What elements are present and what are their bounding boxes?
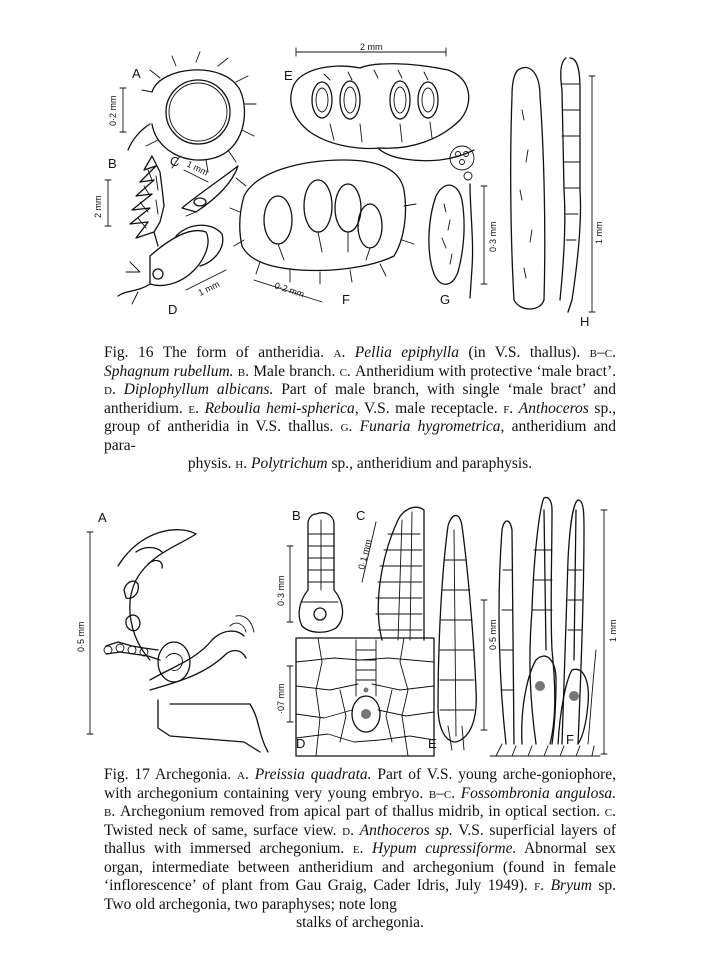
fig16-caption-last-line: physis. h. Polytrichum sp., antheridium and paraphysis. — [187, 455, 533, 472]
fig16-illustration — [0, 0, 720, 340]
fig17-panel-f — [490, 498, 618, 757]
scale-label-a-17: 0·5 mm — [76, 621, 86, 652]
panel-label-d-17: D — [296, 736, 306, 751]
scale-label-f: 0·2 mm — [273, 280, 306, 300]
scale-label-e: 2 mm — [360, 42, 383, 52]
fig17-caption-body: Fig. 17 Archegonia. a. Preissia quadrata. Part of V.S. young arche-goniophore, with archegonium containing very young embryo. b–c. Fossombronia angulosa. b. Archegonium removed from apical part of thallus midrib, in optical section. c. Twisted neck of same, surface view. d. Anthoceros sp. V.S. superficial layers of thallus with immersed archegonium. e. Hypum cupressiforme. Abnormal sex organ, intermediate between antheridium and archegonium (found in female ‘inflorescence’ of plant from Gau Graig, Cader Idris, July 1949). f. Bryum sp. Two old archegonia, two paraphyses; note long — [104, 766, 617, 913]
panel-label-d: D — [168, 302, 178, 317]
fig16-panel-d — [118, 225, 226, 317]
scale-label-g: 0·3 mm — [488, 221, 498, 252]
fig16-caption — [104, 344, 616, 474]
fig17-panel-a — [76, 510, 268, 752]
fig16-panel-b — [93, 156, 164, 246]
panel-label-h: H — [580, 314, 590, 329]
fig16-panel-h — [511, 58, 604, 329]
fig16-panel-a — [108, 52, 256, 172]
fig17-panel-b — [276, 508, 343, 632]
panel-label-f: F — [342, 292, 350, 307]
panel-label-a-17: A — [98, 510, 107, 525]
scale-label-h: 1 mm — [594, 221, 604, 244]
scale-label-b: 2 mm — [93, 195, 103, 218]
scale-label-a: 0·2 mm — [108, 95, 118, 126]
scale-label-d-17: ·07 mm — [276, 683, 286, 714]
fig17-caption-last-line: stalks of archegonia. — [296, 914, 424, 931]
panel-label-b: B — [108, 156, 117, 171]
fig16-panel-g — [429, 146, 498, 307]
scale-label-c-17: 0·1 mm — [356, 538, 374, 571]
panel-label-b-17: B — [292, 508, 301, 523]
fig16-caption-body: Fig. 16 The form of antheridia. a. Pellia epiphylla (in V.S. thallus). b–c. Sphagnum rubellum. b. Male branch. c. Antheridium with protective ‘male bract’. d. Diplophyllum albicans. Part of male branch, with single ‘male bract’ and antheridium. e. Reboulia hemi-spherica, V.S. male receptacle. f. Anthoceros sp., group of antheridia in V.S. thallus. g. Funaria hygrometrica, antheridium and para- — [104, 344, 617, 454]
panel-label-c: C — [170, 154, 180, 169]
fig16-panel-e — [284, 42, 474, 161]
scale-label-c: 1 mm — [185, 158, 210, 178]
scale-label-e-17: 0·5 mm — [488, 619, 498, 650]
fig17-panel-d — [276, 638, 434, 756]
scale-label-d: 1 mm — [196, 278, 222, 298]
panel-label-g: G — [440, 292, 451, 307]
panel-label-c-17: C — [356, 508, 366, 523]
scale-label-b-17: 0·3 mm — [276, 575, 286, 606]
fig17-panel-e — [428, 516, 498, 752]
fig17-illustration — [0, 490, 720, 770]
panel-label-f-17: F — [566, 732, 574, 747]
fig16-panel-f — [230, 160, 416, 307]
panel-label-e-17: E — [428, 736, 437, 751]
fig17-panel-c — [356, 507, 424, 640]
fig17-caption — [104, 766, 616, 933]
fig16-panel-c — [170, 154, 238, 216]
panel-label-e: E — [284, 68, 293, 83]
panel-label-a: A — [132, 66, 141, 81]
scale-label-f-17: 1 mm — [608, 619, 618, 642]
